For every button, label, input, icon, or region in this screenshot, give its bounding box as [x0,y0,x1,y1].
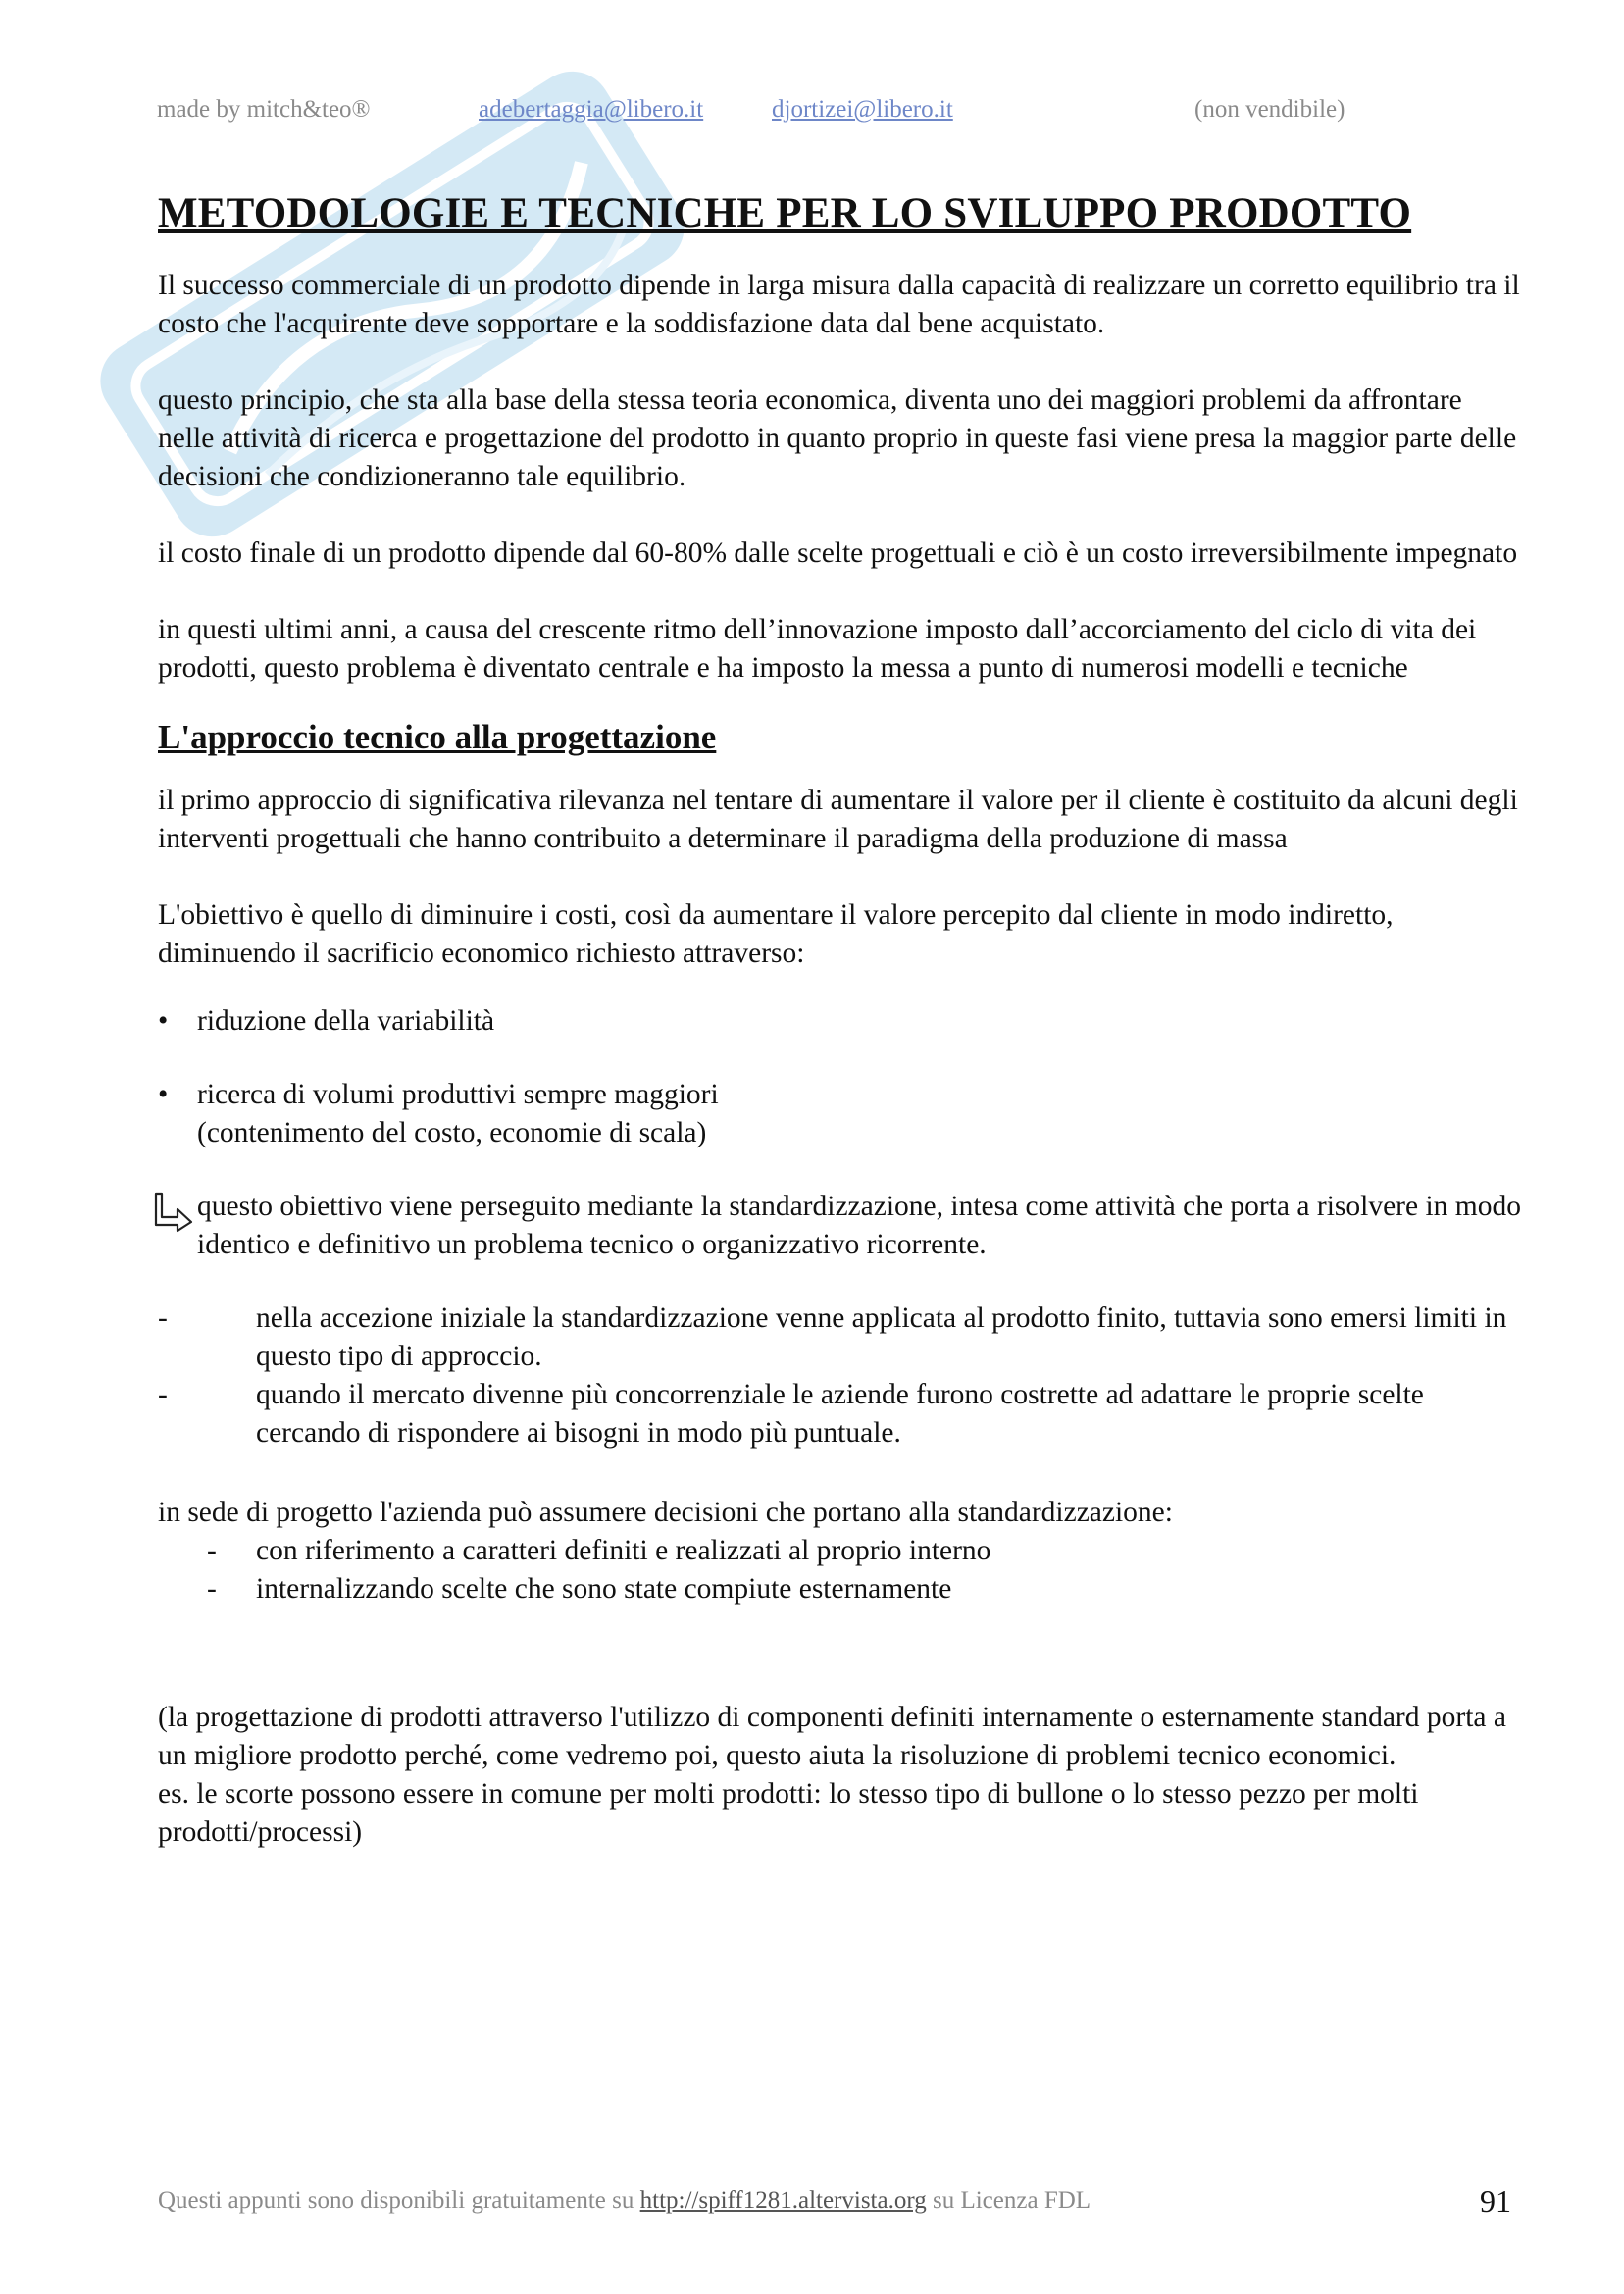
arrow-note [158,1188,1521,1264]
decision-item-text: con riferimento a caratteri definiti e realizzati al proprio interno [256,1535,991,1566]
section-heading: L'approccio tecnico alla progettazione [158,718,717,756]
decision-item [158,1570,1521,1608]
footer-text-before: Questi appunti sono disponibili gratuitamente su [158,2187,634,2214]
bullet-item [158,1002,1521,1041]
decision-item-text: internalizzando scelte che sono state compiute esternamente [256,1573,952,1605]
decision-intro: in sede di progetto l'azienda può assumere decisioni che portano alla standardizzazione: [158,1497,1173,1528]
header-email-link-2[interactable]: djortizei@libero.it [772,96,953,123]
bullet-marker: • [158,1005,169,1037]
dash-item [158,1300,1521,1376]
decision-list [158,1532,1521,1608]
footer-text-after: su Licenza FDL [932,2187,1091,2214]
dash-marker: - [207,1535,217,1566]
page-number: 91 [1480,2183,1511,2218]
header-notice: (non vendibile) [1194,96,1345,123]
final-note-line-2: es. le scorte possono essere in comune per molti prodotti: lo stesso tipo di bullone o lo stesso pezzo per molti prodotti/processi) [158,1778,1419,1848]
intro-paragraph-1: Il successo commerciale di un prodotto dipende in larga misura dalla capacità di realizzare un corretto equilibrio tra il costo che l'acquirente deve sopportare e la soddisfazione data dal bene acquistato. [158,270,1520,339]
bullet-marker: • [158,1079,169,1110]
section-paragraph-1: il primo approccio di significativa rilevanza nel tentare di aumentare il valore per il cliente è costituito da alcuni degli interventi progettuali che hanno contribuito a determinare il paradigma della produzione di massa [158,785,1518,854]
dash-marker: - [207,1573,217,1605]
intro-paragraph-2: questo principio, che sta alla base della stessa teoria economica, diventa uno dei maggiori problemi da affrontare nelle attività di ricerca e progettazione del prodotto in quanto proprio in queste fasi viene presa la maggior parte delle decisioni che condizioneranno tale equilibrio. [158,384,1517,492]
dash-item-text: nella accezione iniziale la standardizzazione venne applicata al prodotto finito, tuttavia sono emersi limiti in questo tipo di approccio. [256,1302,1507,1372]
page-header [157,96,1432,135]
bullet-text: ricerca di volumi produttivi sempre maggiori [197,1079,719,1110]
section-paragraph-2: L'obiettivo è quello di diminuire i costi, così da aumentare il valore percepito dal cliente in modo indiretto, diminuendo il sacrificio economico richiesto attraverso: [158,899,1394,969]
bullet-text: riduzione della variabilità [197,1005,495,1037]
document-title: METODOLOGIE E TECNICHE PER LO SVILUPPO PRODOTTO [158,190,1412,236]
intro-paragraph-3: il costo finale di un prodotto dipende dal 60-80% dalle scelte progettuali e ciò è un costo irreversibilmente impegnato [158,537,1518,569]
decision-item [158,1532,1521,1570]
dash-marker: - [158,1379,168,1410]
bullet-subtext: (contenimento del costo, economie di scala) [197,1117,707,1148]
turn-right-arrow-icon [152,1192,193,1233]
dash-item [158,1376,1521,1453]
header-credit: made by mitch&teo® [157,96,371,123]
intro-paragraph-4: in questi ultimi anni, a causa del crescente ritmo dell’innovazione imposto dall’accorciamento del ciclo di vita dei prodotti, questo problema è diventato centrale e ha imposto la messa a punto di numerosi modelli e tecniche [158,614,1477,684]
footer-link[interactable]: http://spiff1281.altervista.org [639,2187,927,2214]
dash-marker: - [158,1302,168,1334]
final-note-line-1: (la progettazione di prodotti attraverso l'utilizzo di componenti definiti internamente o esternamente standard porta a un migliore prodotto perché, come vedremo poi, questo aiuta la risoluzione di problemi tecnico economici. [158,1702,1506,1771]
dash-list [158,1300,1521,1453]
bullet-item [158,1076,1521,1152]
dash-item-text: quando il mercato divenne più concorrenziale le aziende furono costrette ad adattare le proprie scelte cercando di rispondere ai bisogni in modo più puntuale. [256,1379,1424,1449]
header-email-link-1[interactable]: adebertaggia@libero.it [479,96,704,123]
page-footer [158,2183,1511,2226]
arrow-note-text: questo obiettivo viene perseguito mediante la standardizzazione, intesa come attività che porta a risolvere in modo identico e definitivo un problema tecnico o organizzativo ricorrente. [197,1191,1521,1260]
document-body [158,186,1521,1852]
final-note [158,1699,1521,1852]
